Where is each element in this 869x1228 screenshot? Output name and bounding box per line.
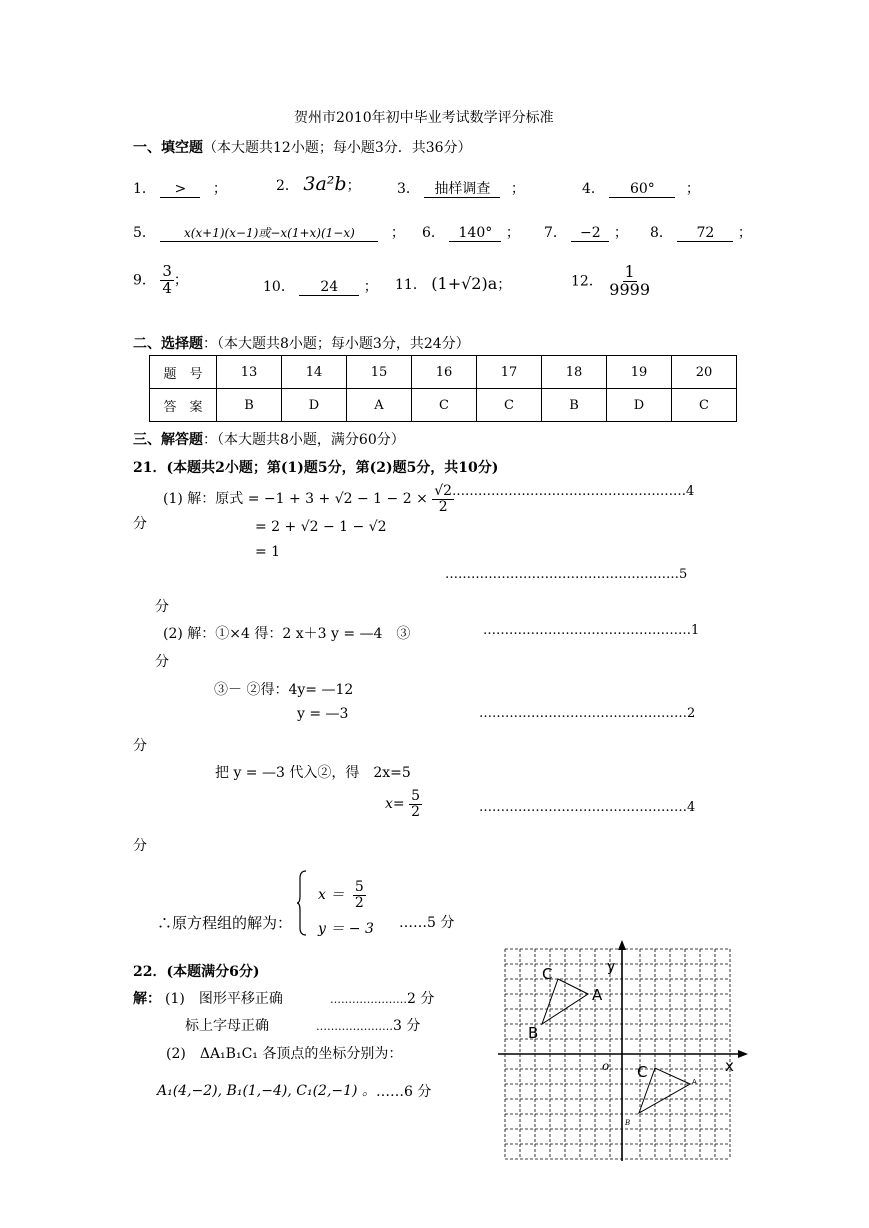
question-number: 17 <box>477 356 542 389</box>
five-halves <box>353 880 366 910</box>
section3-heading: 三、解答题 <box>133 432 203 448</box>
system-label: ∴原方程组的解为： <box>157 914 293 932</box>
label-c1: C <box>637 1063 648 1081</box>
item-number: 8． <box>650 225 673 241</box>
answer-1: > <box>160 181 200 198</box>
question-number: 16 <box>412 356 477 389</box>
answer-cell: D <box>282 389 347 422</box>
item-number: 12． <box>571 273 603 290</box>
fill-item-8 <box>650 222 752 242</box>
fill-item-3 <box>397 178 525 198</box>
answer-6: 140° <box>449 225 501 242</box>
fen-label: 分 <box>155 654 169 670</box>
score-value: 1 <box>691 623 700 638</box>
section2-desc: ：（本大题共8小题；每小题3分，共24分） <box>203 336 470 352</box>
score-dots-5: …………………………………………4 <box>479 800 696 815</box>
answer-7: −2 <box>571 225 609 242</box>
fraction-numerator: 3 <box>162 262 172 280</box>
score-value: 2 <box>687 706 696 721</box>
fill-item-12 <box>571 264 652 299</box>
section1-header <box>133 137 472 157</box>
origin-label: o <box>602 1059 610 1073</box>
separator: ； <box>613 225 628 241</box>
section1-heading: 一、填空题 <box>133 140 203 156</box>
system-y: y ＝ − 3 <box>318 921 374 937</box>
item-number: 5． <box>133 225 156 241</box>
table-row <box>150 389 737 422</box>
answer-cell: B <box>217 389 282 422</box>
fraction-denominator: 9999 <box>609 279 650 299</box>
separator: ； <box>212 181 227 197</box>
q22-heading: 22．(本题满分6分) <box>133 964 260 980</box>
q22-line4: A₁(4,−2), B₁(1,−4), C₁(2,−1) 。 <box>157 1083 376 1099</box>
section1-desc: （本大题共12小题；每小题3分．共36分） <box>203 140 472 156</box>
fill-item-5 <box>133 222 405 242</box>
answer-cell: C <box>412 389 477 422</box>
fraction-denominator: 4 <box>162 278 172 297</box>
equation-text: x= <box>385 796 405 813</box>
separator: ； <box>737 225 752 241</box>
score-value: 2 分 <box>407 991 435 1007</box>
fraction-denominator: 2 <box>411 803 421 820</box>
equation-text: (1) 解：原式 = −1 + 3 + √2 − 1 − 2 × <box>163 491 428 508</box>
score-dots-4: …………………………………………2 <box>479 706 696 721</box>
axes <box>498 940 748 1161</box>
fraction-numerator: 5 <box>411 788 421 804</box>
q21-part1-line2: = 2 + √2 − 1 − √2 <box>255 519 387 535</box>
score-value: 4 <box>686 484 695 499</box>
q21-part1-line3: = 1 <box>255 544 281 560</box>
item-number: 6． <box>422 225 445 241</box>
separator: ； <box>346 178 361 194</box>
q21-part2-x <box>385 789 422 819</box>
system-score: ……5 分 <box>399 915 455 931</box>
label-b1: B <box>625 1119 631 1127</box>
fill-item-11 <box>395 274 511 294</box>
answer-12 <box>607 264 652 299</box>
brace-icon <box>297 870 307 936</box>
separator: ； <box>173 272 188 289</box>
fill-item-7 <box>544 222 628 242</box>
q22-line4-score: ……6 分 <box>376 1084 432 1100</box>
score-value: 5 <box>679 567 688 582</box>
q22-line3: (2) ΔA₁B₁C₁ 各顶点的坐标分别为： <box>166 1046 403 1062</box>
item-number: 7． <box>544 225 567 241</box>
fen-label: 分 <box>133 738 147 754</box>
row-header: 答 案 <box>150 389 217 422</box>
fraction-numerator: 1 <box>624 262 635 281</box>
section2-header <box>133 333 470 353</box>
item-number: 9． <box>133 272 156 289</box>
item-number: 3． <box>397 181 420 197</box>
label-c: C <box>542 965 553 983</box>
q22-line1-score: …………………2 分 <box>330 991 435 1007</box>
answer-cell: A <box>347 389 412 422</box>
q21-part2-line4: 把 y = —3 代入②，得 2x=5 <box>215 765 411 781</box>
separator: ； <box>497 277 512 293</box>
fill-item-4 <box>582 178 700 198</box>
answer-cell: D <box>607 389 672 422</box>
answer-3: 抽样调查 <box>424 181 500 198</box>
fen-label: 分 <box>133 516 147 532</box>
fill-item-6 <box>422 222 520 242</box>
separator: ； <box>510 181 525 197</box>
fraction-numerator: 5 <box>354 879 364 895</box>
answer-cell: C <box>672 389 737 422</box>
coordinate-grid <box>496 940 756 1162</box>
fraction-numerator: √2 <box>434 483 453 499</box>
q22-line2-score: …………………3 分 <box>316 1018 421 1034</box>
score-value: 4 <box>687 800 696 815</box>
score-dots-3: …………………………………………1 <box>483 623 700 638</box>
q21-part2-line2: ③－ ②得：4y= —12 <box>214 682 354 698</box>
answer-table <box>149 355 737 422</box>
section3-header <box>133 429 405 449</box>
question-number: 14 <box>282 356 347 389</box>
equation-text: x ＝ <box>318 887 345 904</box>
question-number: 18 <box>542 356 607 389</box>
label-b: B <box>528 1024 539 1042</box>
label-a: A <box>592 986 603 1004</box>
item-number: 11． <box>395 277 427 293</box>
system-x <box>318 880 366 910</box>
question-number: 15 <box>347 356 412 389</box>
answer-8: 72 <box>677 225 733 242</box>
q22-line2: 标上字母正确 <box>185 1018 269 1034</box>
five-halves <box>409 789 422 819</box>
answer-9 <box>160 264 174 297</box>
q21-part2-line3: y = —3 <box>297 706 349 722</box>
answer-2: 3a²b <box>303 173 347 195</box>
fill-item-1 <box>133 178 227 198</box>
separator: ； <box>363 279 378 295</box>
score-dots-1: ………………………………………………4 <box>452 484 695 499</box>
answer-5: x(x+1)(x−1)或−x(1+x)(1−x) <box>160 225 378 242</box>
separator: ； <box>390 225 405 241</box>
fraction-denominator: 2 <box>354 894 364 911</box>
answer-cell: C <box>477 389 542 422</box>
row-header: 题 号 <box>150 356 217 389</box>
q22-jie: 解： <box>133 991 161 1007</box>
item-number: 10． <box>263 279 295 295</box>
question-number: 13 <box>217 356 282 389</box>
y-axis-label: y <box>607 959 616 975</box>
section3-desc: ：（本大题共8小题，满分60分） <box>203 432 405 448</box>
q21-heading: 21．(本题共2小题；第(1)题5分，第(2)题5分，共10分) <box>133 460 499 476</box>
answer-10: 24 <box>299 279 359 296</box>
score-value: 3 分 <box>393 1018 421 1034</box>
separator: ； <box>685 181 700 197</box>
question-number: 19 <box>607 356 672 389</box>
answer-cell: B <box>542 389 607 422</box>
page-title: 贺州市2010年初中毕业考试数学评分标准 <box>294 110 554 126</box>
x-axis-label: x <box>725 1057 734 1075</box>
fill-item-9 <box>133 264 188 297</box>
fill-item-10 <box>263 276 378 296</box>
table-row <box>150 356 737 389</box>
item-number: 4． <box>582 181 605 197</box>
label-a1: A <box>692 1078 697 1086</box>
answer-11: (1+√2)a <box>431 274 498 293</box>
item-number: 1． <box>133 181 156 197</box>
item-number: 2． <box>276 178 299 194</box>
sqrt2-over-2 <box>432 484 454 514</box>
fill-item-2 <box>276 173 361 195</box>
section2-heading: 二、选择题 <box>133 336 203 352</box>
fraction-denominator: 2 <box>438 498 448 515</box>
q21-part2-line1: (2) 解：①×4 得：2 x＋3 y = —4 ③ <box>163 626 411 642</box>
question-number: 20 <box>672 356 737 389</box>
fen-label: 分 <box>133 838 147 854</box>
fen-label: 分 <box>155 599 169 615</box>
score-dots-2: ………………………………………………5 <box>445 567 688 582</box>
q22-line1: (1) 图形平移正确 <box>165 991 283 1007</box>
answer-4: 60° <box>609 181 675 198</box>
separator: ； <box>505 225 520 241</box>
q21-part1-line1 <box>163 484 454 514</box>
